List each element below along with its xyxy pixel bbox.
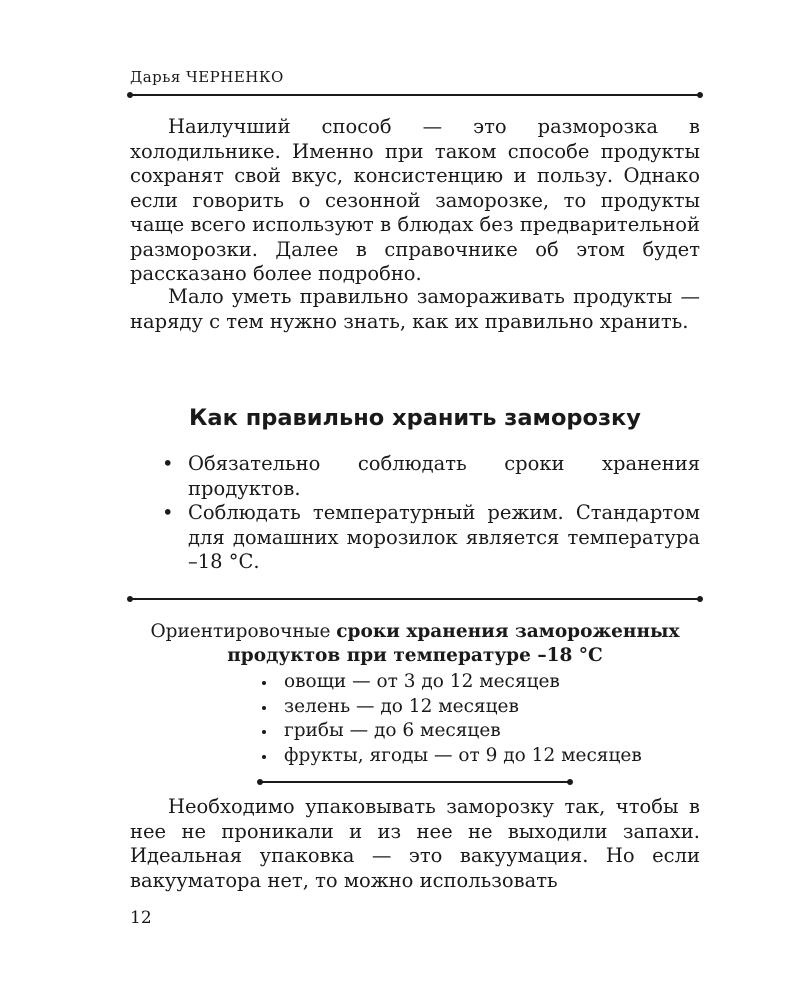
intro-paragraph-2: Мало уметь правильно замораживать продукты — наряду с тем нужно знать, как их правильно хранить. [130,285,700,333]
closing-paragraph: Необходимо упаковывать заморозку так, чтобы в нее не проникали и из нее не выходили запахи. Идеальная упаковка — это вакуумация. Но если вакууматора нет, то можно использовать [130,795,700,892]
storage-time-item: овощи — от 3 до 12 месяцев [258,670,642,695]
storage-time-item: фрукты, ягоды — от 9 до 12 месяцев [258,744,642,769]
storage-rules-list [130,452,700,575]
intro-paragraph-1: Наилучший способ — это разморозка в холодильнике. Именно при таком способе продукты сохранят свой вкус, консистенцию и пользу. Однако если говорить о сезонной заморозке, то продукты чаще всего используют в блюдах без предварительной разморозки. Далее в справочнике об этом будет рассказано более подробно. [130,115,700,285]
box-top-rule [130,598,700,600]
running-head: Дарья ЧЕРНЕНКО [130,68,284,86]
section-heading: Как правильно хранить заморозку [189,405,641,431]
box-bottom-rule [260,781,570,783]
storage-times-title [130,620,700,668]
storage-time-item: зелень — до 12 месяцев [258,695,642,720]
storage-times-title-plain: Ориентировочные [150,621,337,642]
storage-times-title-bold: сроки хранения замороженных продуктов при температуре –18 °С [227,621,680,666]
storage-rule-item: • Обязательно соблюдать сроки хранения продуктов. [130,452,700,501]
storage-times-list [258,670,642,768]
header-rule [130,94,700,96]
storage-rule-item: • Соблюдать температурный режим. Стандартом для домашних морозилок является температура –18 °С. [130,501,700,575]
storage-time-item: грибы — до 6 месяцев [258,719,642,744]
page-number: 12 [130,908,152,928]
